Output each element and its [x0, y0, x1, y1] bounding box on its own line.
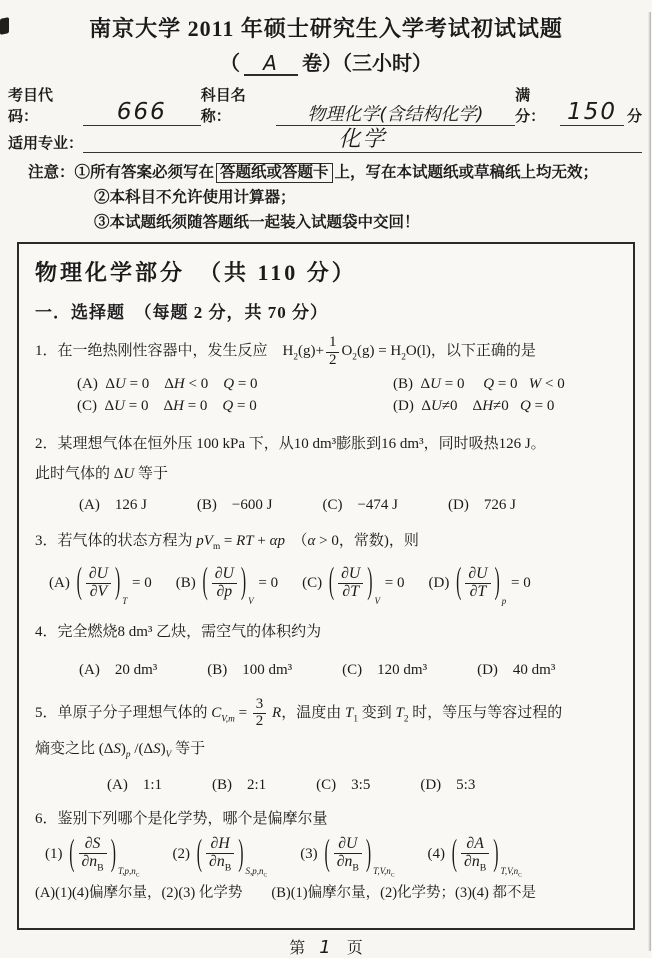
- score-unit: 分: [627, 109, 643, 125]
- question-box: [17, 242, 635, 930]
- q4-option-b: (B) 100 dm³: [207, 661, 293, 678]
- q2-option-b: (B) −600 J: [196, 496, 273, 513]
- subject-info-row: [8, 84, 642, 126]
- q6-term-1: (1) ( $\frac{\partial S}{\partial n_B}$ ) $T,p,n_C$: [45, 833, 140, 879]
- major-info-row: [8, 129, 642, 153]
- exam-title: 南京大学 2011 年硕士研究生入学考试初试试题: [89, 16, 563, 41]
- q5-option-a: (A) 1:1: [107, 777, 162, 794]
- notice-line-1: [28, 160, 652, 185]
- q3-options: [49, 562, 617, 606]
- notice-1-pre: ①所有答案必须写在: [74, 164, 215, 181]
- q6-term-2: (2) ( $\frac{\partial H}{\partial n_B}$ ) $S,p,n_C$: [172, 833, 268, 879]
- notice-line-2: ②本科目不允许使用计算器；: [94, 189, 296, 207]
- q6-term-3: (3) ( $\frac{\partial U}{\partial n_B}$ ) $T,V,n_C$: [300, 833, 395, 879]
- q2-stem-line2: 此时气体的 ΔU 等于: [35, 466, 169, 483]
- q3-option-d: (D) ( $\frac{\partial U}{\partial T}$ ) p = 0: [428, 562, 531, 606]
- q1-option-b: (B) ΔU = 0 Q = 0 W < 0: [393, 375, 565, 392]
- notice-1-boxed: 答题纸或答题卡: [216, 163, 333, 183]
- full-score-value: 150: [560, 101, 624, 126]
- paper-variant-line: [0, 47, 652, 76]
- q6-answer-line: (A)(1)(4)偏摩尔量，(2)(3) 化学势 (B)(1)偏摩尔量，(2)化学势；(3)(4) 都不是: [35, 884, 536, 901]
- q5-option-b: (B) 2:1: [212, 777, 267, 794]
- q4-option-c: (C) 120 dm³: [342, 661, 428, 678]
- section-title: 物理化学部分 （共 110 分）: [35, 260, 357, 286]
- scan-corner-mark: [0, 17, 9, 35]
- footer-page-pre: 第: [289, 940, 306, 958]
- q5-option-c: (C) 3:5: [316, 777, 371, 794]
- notice-line-3: ③本试题纸须随答题纸一起装入试题袋中交回！: [94, 214, 420, 232]
- subject-name-value: 物理化学(含结构化学): [276, 106, 516, 126]
- q1-options: [77, 376, 617, 415]
- paper-close-text: 卷）（三小时）: [302, 53, 432, 75]
- q5-options: [107, 773, 617, 794]
- q3-option-a: (A) ( $\frac{\partial U}{\partial V}$ ) T = 0: [49, 562, 152, 606]
- q3-option-c: (C) ( $\frac{\partial U}{\partial T}$ ) V = 0: [302, 562, 405, 606]
- q2-option-c: (C) −474 J: [322, 496, 399, 513]
- q2-option-a: (A) 126 J: [79, 496, 147, 513]
- notice-block: [28, 160, 652, 235]
- paper-open-paren: （: [220, 53, 240, 75]
- section-subtitle: 一．选择题 （每题 2 分，共 70 分）: [35, 303, 328, 323]
- subject-code-value: 666: [83, 101, 201, 126]
- q4-options: [79, 658, 617, 679]
- q1-option-c: (C) ΔU = 0 ΔH = 0 Q = 0: [77, 397, 257, 414]
- footer-page-number: 1: [319, 937, 333, 958]
- major-label: 适用专业：: [8, 136, 84, 152]
- notice-prefix: 注意：: [28, 164, 75, 181]
- q3-stem: 3．若气体的状态方程为 $pV_m$ = RT + αp （α > 0，常数)，则: [35, 532, 419, 552]
- notice-1-post: 上，写在本试题纸或草稿纸上均无效；: [334, 164, 599, 181]
- q6-term-4: (4) ( $\frac{\partial A}{\partial n_B}$ ) $T,V,n_C$: [427, 833, 522, 879]
- q5-stem-line1: 5．单原子分子理想气体的 $C_{V,m}$ = $\frac{3}{2}$ R，温度由 $T_1$ 变到 $T_2$ 时，等压与等容过程的: [35, 695, 563, 730]
- q5-stem-line2: 熵变之比 $(\Delta S)_p$ $/(\Delta S)_V$ 等于: [35, 741, 206, 761]
- q2-stem-line1: 2．某理想气体在恒外压 100 kPa 下，从10 dm³膨胀到16 dm³，同时吸热126 J。: [35, 435, 546, 452]
- q6-stem: 6．鉴别下列哪个是化学势，哪个是偏摩尔量: [35, 811, 328, 828]
- q2-options: [79, 493, 617, 514]
- q1-option-a: (A) ΔU = 0 ΔH < 0 Q = 0: [77, 375, 258, 392]
- major-value: 化学: [83, 129, 642, 153]
- q1-stem: 1．在一绝热刚性容器中，发生反应 $H_2(g)+$ $\frac{1}{2}$ $O_2(g) = H_2O(l)$，以下正确的是: [35, 334, 536, 369]
- q4-stem: 4．完全燃烧8 dm³ 乙炔，需空气的体积约为: [35, 624, 322, 640]
- q5-option-d: (D) 5:3: [420, 777, 476, 794]
- q6-terms: [45, 833, 617, 879]
- q2-option-d: (D) 726 J: [448, 496, 516, 513]
- q4-option-d: (D) 40 dm³: [477, 661, 556, 678]
- paper-variant-value: A: [244, 53, 298, 76]
- subject-code-label: 考目代码：: [8, 88, 54, 125]
- subject-name-label: 科目名称：: [200, 88, 246, 125]
- q4-option-a: (A) 20 dm³: [79, 661, 158, 678]
- footer-page-post: 页: [346, 940, 363, 958]
- full-score-label: 满分：: [515, 88, 546, 125]
- q3-option-b: (B) ( $\frac{\partial U}{\partial p}$ ) V = 0: [175, 562, 279, 606]
- q1-option-d: (D) ΔU≠0 ΔH≠0 Q = 0: [393, 397, 555, 414]
